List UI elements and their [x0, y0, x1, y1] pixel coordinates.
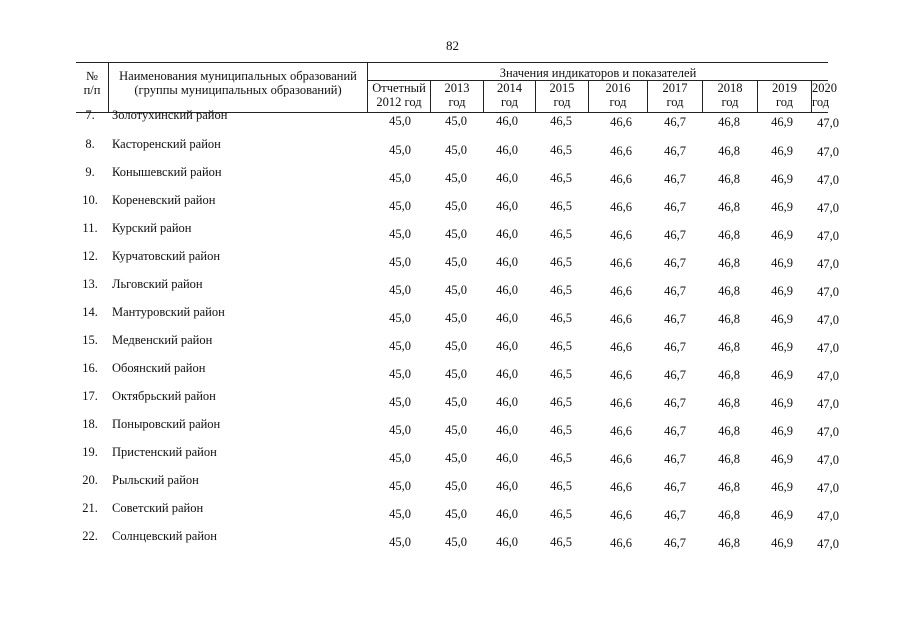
page-number: 82	[446, 38, 459, 53]
row-value-cell: 45,0	[389, 395, 411, 409]
row-value-cell: 46,5	[550, 171, 572, 185]
header-num-line2: п/п	[83, 83, 101, 97]
table-row	[76, 249, 839, 277]
row-value-cell: 46,6	[610, 396, 632, 410]
row-value-cell: 45,0	[445, 199, 467, 213]
row-number: 8.	[85, 137, 95, 151]
table-row	[76, 221, 839, 249]
row-value-cell: 46,7	[664, 368, 686, 382]
row-value-cell: 45,0	[389, 507, 411, 521]
row-value-cell: 45,0	[389, 143, 411, 157]
row-number: 22.	[82, 529, 98, 543]
header-year-line1: 2016	[605, 81, 631, 95]
row-name: Советский район	[112, 501, 204, 515]
row-value-cell: 46,9	[771, 508, 793, 522]
row-value-cell: 46,7	[664, 312, 686, 326]
row-number: 15.	[82, 333, 98, 347]
row-value-cell: 46,9	[771, 284, 793, 298]
row-value-cell: 45,0	[389, 339, 411, 353]
row-value-cell: 45,0	[389, 367, 411, 381]
row-value-cell: 46,6	[610, 144, 632, 158]
row-number: 17.	[82, 389, 98, 403]
row-value-cell: 46,0	[496, 199, 518, 213]
row-value-cell: 45,0	[445, 171, 467, 185]
header-year-cell	[368, 81, 430, 109]
row-value-cell: 46,5	[550, 535, 572, 549]
header-year-line1: Отчетный	[372, 81, 426, 95]
header-year-cell	[536, 81, 588, 109]
row-value-cell: 46,7	[664, 480, 686, 494]
row-value-cell: 46,9	[771, 536, 793, 550]
header-year-line2: год	[775, 95, 794, 109]
row-value-cell: 45,0	[445, 255, 467, 269]
row-value-cell: 46,8	[718, 536, 740, 550]
row-value-cell: 46,9	[771, 115, 793, 129]
row-value-cell: 47,0	[817, 397, 839, 411]
row-value-cell: 46,6	[610, 312, 632, 326]
row-value-cell: 45,0	[389, 255, 411, 269]
table-row	[76, 108, 839, 136]
table-row	[76, 165, 839, 193]
header-name-line1: Наименования муниципальных образований	[119, 69, 357, 83]
header-year-line1: 2015	[549, 81, 575, 95]
row-number: 10.	[82, 193, 98, 207]
row-value-cell: 46,8	[718, 200, 740, 214]
header-year-cell	[484, 81, 535, 109]
row-value-cell: 45,0	[445, 507, 467, 521]
header-year-line2: год	[721, 95, 739, 109]
row-value-cell: 46,9	[771, 424, 793, 438]
row-value-cell: 47,0	[817, 116, 839, 130]
row-value-cell: 46,7	[664, 424, 686, 438]
row-value-cell: 46,8	[718, 508, 740, 522]
table-row	[76, 529, 839, 557]
header-num	[76, 69, 108, 97]
row-number: 11.	[82, 221, 98, 235]
row-value-cell: 46,0	[496, 535, 518, 549]
row-value-cell: 46,9	[771, 200, 793, 214]
row-value-cell: 46,7	[664, 172, 686, 186]
row-value-cell: 46,5	[550, 283, 572, 297]
row-value-cell: 46,6	[610, 284, 632, 298]
row-name: Льговский район	[112, 277, 203, 291]
row-value-cell: 47,0	[817, 257, 839, 271]
header-year-cell	[648, 81, 702, 109]
row-value-cell: 46,6	[610, 200, 632, 214]
row-value-cell: 46,6	[610, 172, 632, 186]
header-year-line2: год	[812, 95, 830, 109]
row-value-cell: 46,7	[664, 452, 686, 466]
header-year-line2: год	[553, 95, 571, 109]
row-value-cell: 46,8	[718, 340, 740, 354]
header-year-line2: год	[500, 95, 519, 109]
row-value-cell: 46,7	[664, 200, 686, 214]
row-number: 19.	[82, 445, 98, 459]
row-value-cell: 46,9	[771, 312, 793, 326]
row-value-cell: 47,0	[817, 313, 839, 327]
row-value-cell: 46,6	[610, 536, 632, 550]
row-value-cell: 45,0	[389, 283, 411, 297]
row-name: Конышевский район	[112, 165, 222, 179]
header-year-line2: 2012 год	[376, 95, 422, 109]
row-value-cell: 46,9	[771, 396, 793, 410]
row-number: 14.	[82, 305, 98, 319]
row-value-cell: 45,0	[445, 479, 467, 493]
row-name: Октябрьский район	[112, 389, 216, 403]
table-row	[76, 277, 839, 305]
row-value-cell: 46,0	[496, 367, 518, 381]
table-header	[76, 62, 837, 113]
row-value-cell: 47,0	[817, 229, 839, 243]
row-value-cell: 45,0	[445, 423, 467, 437]
header-year-line1: 2019	[772, 81, 797, 95]
row-value-cell: 45,0	[445, 114, 467, 128]
row-value-cell: 46,0	[496, 227, 518, 241]
row-number: 9.	[85, 165, 95, 179]
header-year-line1: 2018	[717, 81, 743, 95]
row-value-cell: 46,5	[550, 339, 572, 353]
row-value-cell: 46,0	[496, 143, 518, 157]
row-value-cell: 46,7	[664, 536, 686, 550]
row-value-cell: 46,5	[550, 114, 572, 128]
header-num-line1: №	[86, 69, 98, 83]
row-value-cell: 46,7	[664, 396, 686, 410]
table-row	[76, 305, 839, 333]
row-name: Рыльский район	[112, 473, 199, 487]
header-group-label: Значения индикаторов и показателей	[499, 66, 697, 80]
row-name: Медвенский район	[112, 333, 213, 347]
row-value-cell: 46,6	[610, 115, 632, 129]
row-name: Мантуровский район	[112, 305, 225, 319]
row-value-cell: 46,0	[496, 311, 518, 325]
row-value-cell: 46,0	[496, 451, 518, 465]
row-value-cell: 46,8	[718, 115, 740, 129]
row-value-cell: 46,8	[718, 312, 740, 326]
row-value-cell: 46,5	[550, 311, 572, 325]
row-value-cell: 46,5	[550, 423, 572, 437]
header-year-cell	[703, 81, 757, 109]
row-value-cell: 47,0	[817, 481, 839, 495]
header-year-cell	[589, 81, 647, 109]
row-value-cell: 46,7	[664, 144, 686, 158]
row-name: Золотухинский район	[112, 108, 228, 122]
row-value-cell: 46,0	[496, 507, 518, 521]
row-value-cell: 45,0	[389, 114, 411, 128]
table-row	[76, 501, 839, 529]
row-number: 7.	[85, 108, 95, 122]
row-value-cell: 46,6	[610, 508, 632, 522]
row-value-cell: 46,5	[550, 507, 572, 521]
row-value-cell: 45,0	[445, 535, 467, 549]
row-value-cell: 47,0	[817, 369, 839, 383]
row-value-cell: 46,9	[771, 340, 793, 354]
row-value-cell: 46,6	[610, 368, 632, 382]
header-name-line2: (группы муниципальных образований)	[134, 83, 342, 97]
row-value-cell: 46,0	[496, 171, 518, 185]
row-value-cell: 47,0	[817, 201, 839, 215]
row-value-cell: 46,5	[550, 367, 572, 381]
row-value-cell: 47,0	[817, 145, 839, 159]
row-value-cell: 46,7	[664, 256, 686, 270]
header-year-line1: 2013	[444, 81, 470, 95]
row-value-cell: 45,0	[445, 395, 467, 409]
row-value-cell: 46,0	[496, 255, 518, 269]
row-value-cell: 45,0	[445, 283, 467, 297]
row-value-cell: 46,8	[718, 284, 740, 298]
row-value-cell: 45,0	[445, 367, 467, 381]
row-value-cell: 46,9	[771, 144, 793, 158]
header-year-line1: 2017	[662, 81, 688, 95]
row-value-cell: 46,0	[496, 395, 518, 409]
row-value-cell: 46,5	[550, 395, 572, 409]
table-row	[76, 417, 839, 445]
row-value-cell: 45,0	[445, 311, 467, 325]
header-year-cell	[812, 81, 837, 109]
table-row	[76, 473, 839, 501]
row-value-cell: 46,6	[610, 452, 632, 466]
row-value-cell: 46,0	[496, 423, 518, 437]
row-value-cell: 46,7	[664, 340, 686, 354]
row-number: 21.	[82, 501, 98, 515]
table-row	[76, 445, 839, 473]
row-number: 16.	[82, 361, 98, 375]
row-value-cell: 46,8	[718, 452, 740, 466]
row-value-cell: 46,7	[664, 284, 686, 298]
row-name: Солнцевский район	[112, 529, 217, 543]
row-value-cell: 45,0	[445, 451, 467, 465]
row-value-cell: 46,8	[718, 228, 740, 242]
row-value-cell: 45,0	[445, 339, 467, 353]
row-name: Курчатовский район	[112, 249, 221, 263]
header-year-line2: год	[666, 95, 684, 109]
row-value-cell: 46,7	[664, 115, 686, 129]
row-value-cell: 46,5	[550, 451, 572, 465]
row-value-cell: 47,0	[817, 509, 839, 523]
row-value-cell: 45,0	[389, 227, 411, 241]
table-row	[76, 193, 839, 221]
row-value-cell: 46,0	[496, 114, 518, 128]
table-row	[76, 137, 839, 165]
row-value-cell: 46,8	[718, 144, 740, 158]
row-number: 13.	[82, 277, 98, 291]
row-value-cell: 47,0	[817, 453, 839, 467]
row-name: Кореневский район	[112, 193, 216, 207]
row-name: Касторенский район	[112, 137, 221, 151]
row-name: Обоянский район	[112, 361, 206, 375]
row-value-cell: 46,0	[496, 339, 518, 353]
row-value-cell: 46,6	[610, 256, 632, 270]
row-value-cell: 46,5	[550, 479, 572, 493]
header-year-line1: 2020	[812, 81, 837, 95]
row-value-cell: 46,5	[550, 227, 572, 241]
row-value-cell: 45,0	[389, 423, 411, 437]
row-value-cell: 45,0	[445, 143, 467, 157]
row-value-cell: 46,9	[771, 228, 793, 242]
row-value-cell: 46,6	[610, 424, 632, 438]
row-value-cell: 46,8	[718, 368, 740, 382]
row-value-cell: 46,5	[550, 255, 572, 269]
row-value-cell: 46,9	[771, 256, 793, 270]
table-row	[76, 389, 839, 417]
row-value-cell: 47,0	[817, 173, 839, 187]
row-number: 12.	[82, 249, 98, 263]
row-value-cell: 45,0	[389, 479, 411, 493]
row-value-cell: 47,0	[817, 285, 839, 299]
row-value-cell: 46,0	[496, 283, 518, 297]
row-value-cell: 46,8	[718, 172, 740, 186]
row-value-cell: 46,7	[664, 228, 686, 242]
row-value-cell: 45,0	[389, 171, 411, 185]
row-value-cell: 46,9	[771, 480, 793, 494]
row-value-cell: 46,8	[718, 480, 740, 494]
row-value-cell: 47,0	[817, 537, 839, 551]
header-year-cell	[431, 81, 483, 109]
table-row	[76, 361, 839, 389]
row-value-cell: 45,0	[389, 451, 411, 465]
row-value-cell: 46,8	[718, 256, 740, 270]
row-value-cell: 47,0	[817, 425, 839, 439]
row-value-cell: 45,0	[389, 199, 411, 213]
row-value-cell: 46,6	[610, 340, 632, 354]
header-year-line2: год	[448, 95, 466, 109]
row-value-cell: 46,5	[550, 143, 572, 157]
row-value-cell: 46,0	[496, 479, 518, 493]
row-value-cell: 46,9	[771, 452, 793, 466]
table-row	[76, 333, 839, 361]
row-value-cell: 46,5	[550, 199, 572, 213]
header-year-line1: 2014	[497, 81, 522, 95]
row-number: 18.	[82, 417, 98, 431]
row-value-cell: 47,0	[817, 341, 839, 355]
row-name: Курский район	[112, 221, 192, 235]
header-name	[109, 69, 367, 97]
header-year-cell	[758, 81, 811, 109]
row-name: Пристенский район	[112, 445, 217, 459]
row-value-cell: 46,6	[610, 480, 632, 494]
row-value-cell: 45,0	[389, 311, 411, 325]
row-value-cell: 46,8	[718, 396, 740, 410]
row-value-cell: 46,9	[771, 172, 793, 186]
header-year-line2: год	[609, 95, 627, 109]
row-value-cell: 45,0	[389, 535, 411, 549]
row-value-cell: 46,6	[610, 228, 632, 242]
row-value-cell: 45,0	[445, 227, 467, 241]
row-value-cell: 46,9	[771, 368, 793, 382]
row-number: 20.	[82, 473, 98, 487]
row-value-cell: 46,8	[718, 424, 740, 438]
row-name: Поныровский район	[112, 417, 221, 431]
row-value-cell: 46,7	[664, 508, 686, 522]
